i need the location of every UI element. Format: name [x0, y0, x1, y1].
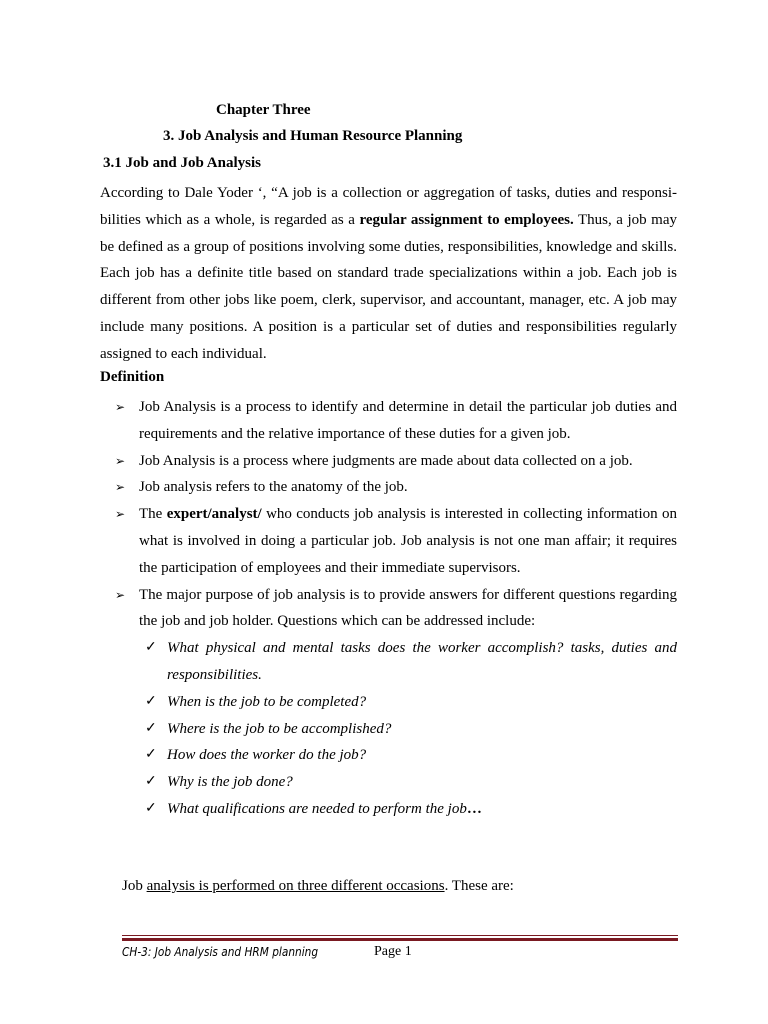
questions-list: [139, 635, 677, 823]
checkmark-icon: ✓: [145, 720, 157, 736]
checkmark-icon: ✓: [145, 800, 157, 816]
question-item: [139, 689, 677, 716]
intro-text-2: Thus, a job may be defined as a group of positions involving some duties, responsibilities, knowledge and skills. Each job has a definite title based on standard trade specializations within a job. Each job is different from other jobs like poem, clerk, supervisor, and accountant, manager, etc. A job may include many positions. A position is a particular set of duties and responsibilities regularly assigned to each individual.: [100, 211, 677, 362]
expert-prefix: The: [139, 506, 167, 523]
checkmark-icon: ✓: [145, 774, 157, 790]
arrow-bullet-icon: ➢: [115, 453, 126, 468]
purpose-text: The major purpose of job analysis is to provide answers for different questions regarding the job and job holder. Questions which can be addressed include:: [139, 586, 677, 630]
definition-item: [100, 474, 677, 501]
arrow-bullet-icon: ➢: [115, 480, 126, 495]
intro-bold-text: regular assignment to employees.: [359, 211, 574, 228]
checkmark-icon: ✓: [145, 747, 157, 763]
definition-item-text: Job Analysis is a process to identify and determine in detail the particular job duties and requirements and the relative importance of these duties for a given job.: [139, 399, 677, 442]
intro-paragraph: [100, 180, 677, 368]
question-text: What qualifications are needed to perform the job: [167, 800, 467, 817]
question-item: [139, 769, 677, 796]
definition-item: [100, 394, 677, 448]
definition-item-purpose: [100, 582, 677, 823]
definition-list: [100, 394, 677, 823]
question-text: What physical and mental tasks does the worker accomplish? tasks, duties and responsibilities.: [167, 640, 677, 683]
checkmark-icon: ✓: [145, 693, 157, 709]
definition-item: [100, 448, 677, 475]
question-item: [139, 635, 677, 689]
question-text: When is the job to be completed?: [167, 693, 367, 710]
expert-bold-text: expert/analyst/: [166, 506, 262, 523]
footer-rule-thin: [122, 935, 678, 936]
footer-chapter-label: CH-3: Job Analysis and HRM planning: [122, 945, 319, 959]
question-item: [139, 716, 677, 743]
expert-rest-text: who conducts job analysis is interested in collecting information on what is involved in doing a particular job. Job analysis is not one man affair; it requires the participation of employees and their immediate supervisors.: [139, 506, 677, 576]
footer-page-number: Page 1: [374, 944, 412, 959]
definition-item-text: Job Analysis is a process where judgments are made about data collected on a job.: [139, 452, 633, 469]
definition-heading: Definition: [100, 369, 165, 385]
footer-rule-thick: [122, 938, 678, 941]
definition-item-text: Job analysis refers to the anatomy of the job.: [139, 479, 408, 496]
occasions-underlined: analysis is performed on three different occasions: [146, 878, 445, 894]
definition-item-expert: [100, 501, 677, 581]
question-text: Why is the job done?: [167, 774, 293, 791]
section-heading: 3.1 Job and Job Analysis: [103, 155, 261, 171]
occasions-sentence: [122, 878, 514, 895]
arrow-bullet-icon: ➢: [115, 400, 126, 414]
chapter-title: Chapter Three: [216, 102, 311, 118]
question-item: [139, 742, 677, 769]
arrow-bullet-icon: ➢: [115, 587, 126, 602]
intro-text-1: According to Dale Yoder ‘, “A job is a collection or aggregation of tasks, duties and responsi-bilities which as a whole, is regarded as a: [100, 185, 677, 228]
question-text: How does the worker do the job?: [167, 747, 367, 764]
question-text: Where is the job to be accomplished?: [167, 720, 392, 737]
question-item: [139, 796, 677, 823]
occasions-start: Job: [122, 878, 147, 894]
chapter-subtitle: 3. Job Analysis and Human Resource Planning: [163, 128, 463, 144]
arrow-bullet-icon: ➢: [115, 507, 126, 522]
question-ellipsis: …: [466, 800, 482, 817]
checkmark-icon: ✓: [145, 640, 157, 656]
occasions-end: . These are:: [444, 878, 514, 894]
